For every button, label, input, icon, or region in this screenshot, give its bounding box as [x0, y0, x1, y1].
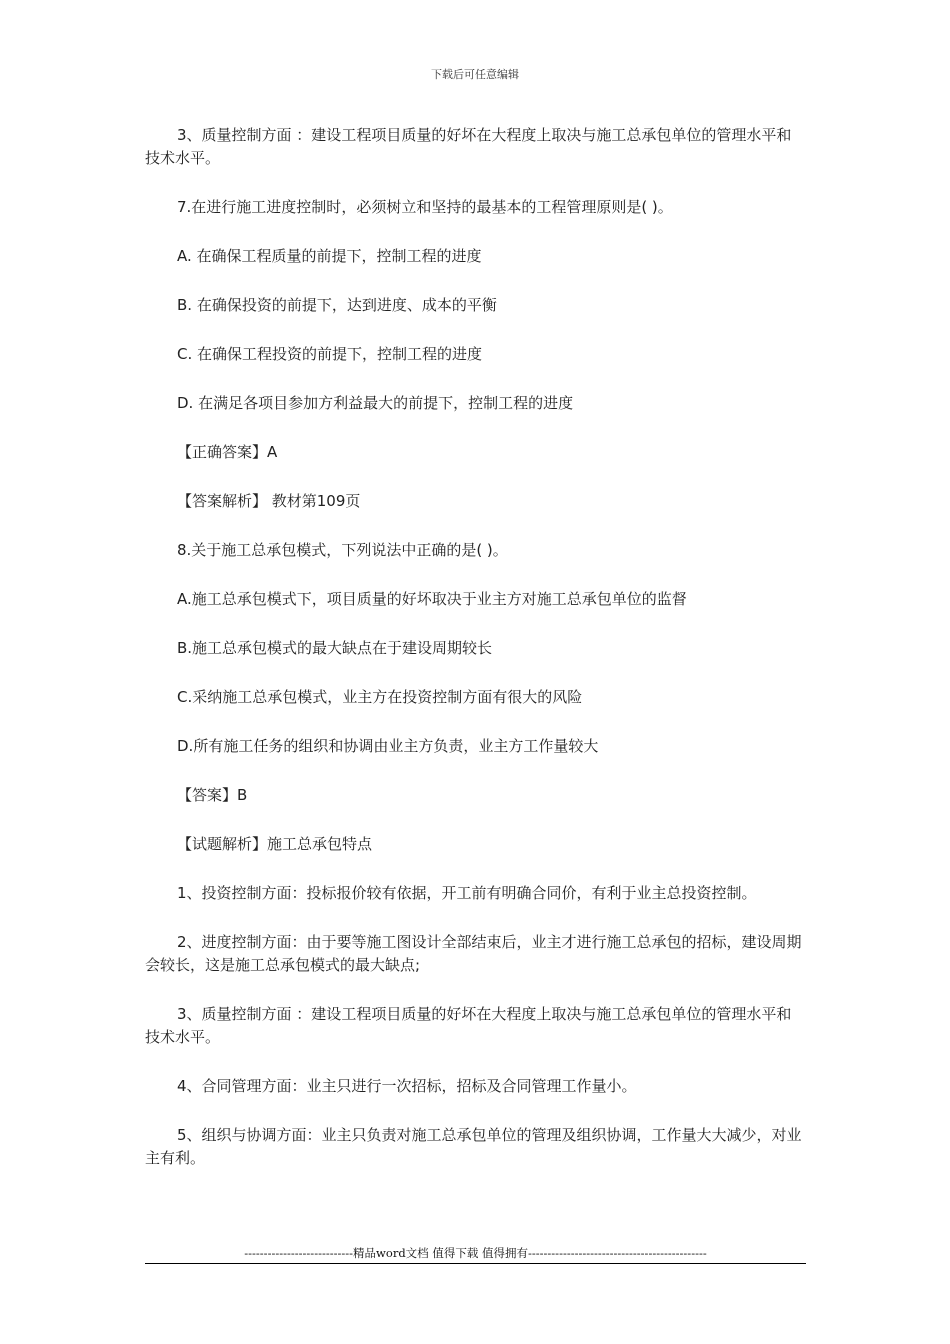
question-8-option-b: B.施工总承包模式的最大缺点在于建设周期较长	[177, 639, 493, 657]
question-8-option-c: C.采纳施工总承包模式，业主方在投资控制方面有很大的风险	[177, 688, 583, 706]
page-header: 下载后可任意编辑	[431, 68, 519, 81]
question-7-option-c: C. 在确保工程投资的前提下，控制工程的进度	[177, 345, 483, 363]
paragraph-quality-control-top: 3、质量控制方面 ：建设工程项目质量的好坏在大程度上取决与施工总承包单位的管理水平和技术水平。	[145, 126, 792, 167]
question-8-option-a: A.施工总承包模式下，项目质量的好坏取决于业主方对施工总承包单位的监督	[177, 590, 687, 608]
question-7-explanation: 【答案解析】 教材第109页	[177, 492, 361, 510]
question-8-option-d: D.所有施工任务的组织和协调由业主方负责，业主方工作量较大	[177, 737, 599, 755]
question-7-option-a: A. 在确保工程质量的前提下，控制工程的进度	[177, 247, 482, 265]
question-7-option-b: B. 在确保投资的前提下，达到进度、成本的平衡	[177, 296, 497, 314]
point-contract-management: 4、合同管理方面：业主只进行一次招标，招标及合同管理工作量小。	[177, 1077, 637, 1095]
point-investment-control: 1、投资控制方面：投标报价较有依据，开工前有明确合同价，有利于业主总投资控制。	[177, 884, 757, 902]
page-footer: ----------------------------精品word文档 值得下载 值得拥有----------------------------------------------	[145, 1245, 806, 1264]
question-8-answer: 【答案】B	[177, 786, 248, 804]
question-8-explanation-heading: 【试题解析】施工总承包特点	[177, 835, 373, 853]
point-organization-coordination: 5、组织与协调方面：业主只负责对施工总承包单位的管理及组织协调，工作量大大减少，对业主有利。	[145, 1126, 802, 1167]
question-7: 7.在进行施工进度控制时，必须树立和坚持的最基本的工程管理原则是( )。	[177, 198, 673, 216]
question-7-answer: 【正确答案】A	[177, 443, 278, 461]
document-body	[145, 124, 805, 1196]
question-7-option-d: D. 在满足各项目参加方利益最大的前提下，控制工程的进度	[177, 394, 574, 412]
point-schedule-control: 2、进度控制方面：由于要等施工图设计全部结束后，业主才进行施工总承包的招标，建设周期会较长，这是施工总承包模式的最大缺点;	[145, 933, 802, 974]
point-quality-control: 3、质量控制方面 ：建设工程项目质量的好坏在大程度上取决与施工总承包单位的管理水平和技术水平。	[145, 1005, 792, 1046]
question-8: 8.关于施工总承包模式，下列说法中正确的是( )。	[177, 541, 508, 559]
